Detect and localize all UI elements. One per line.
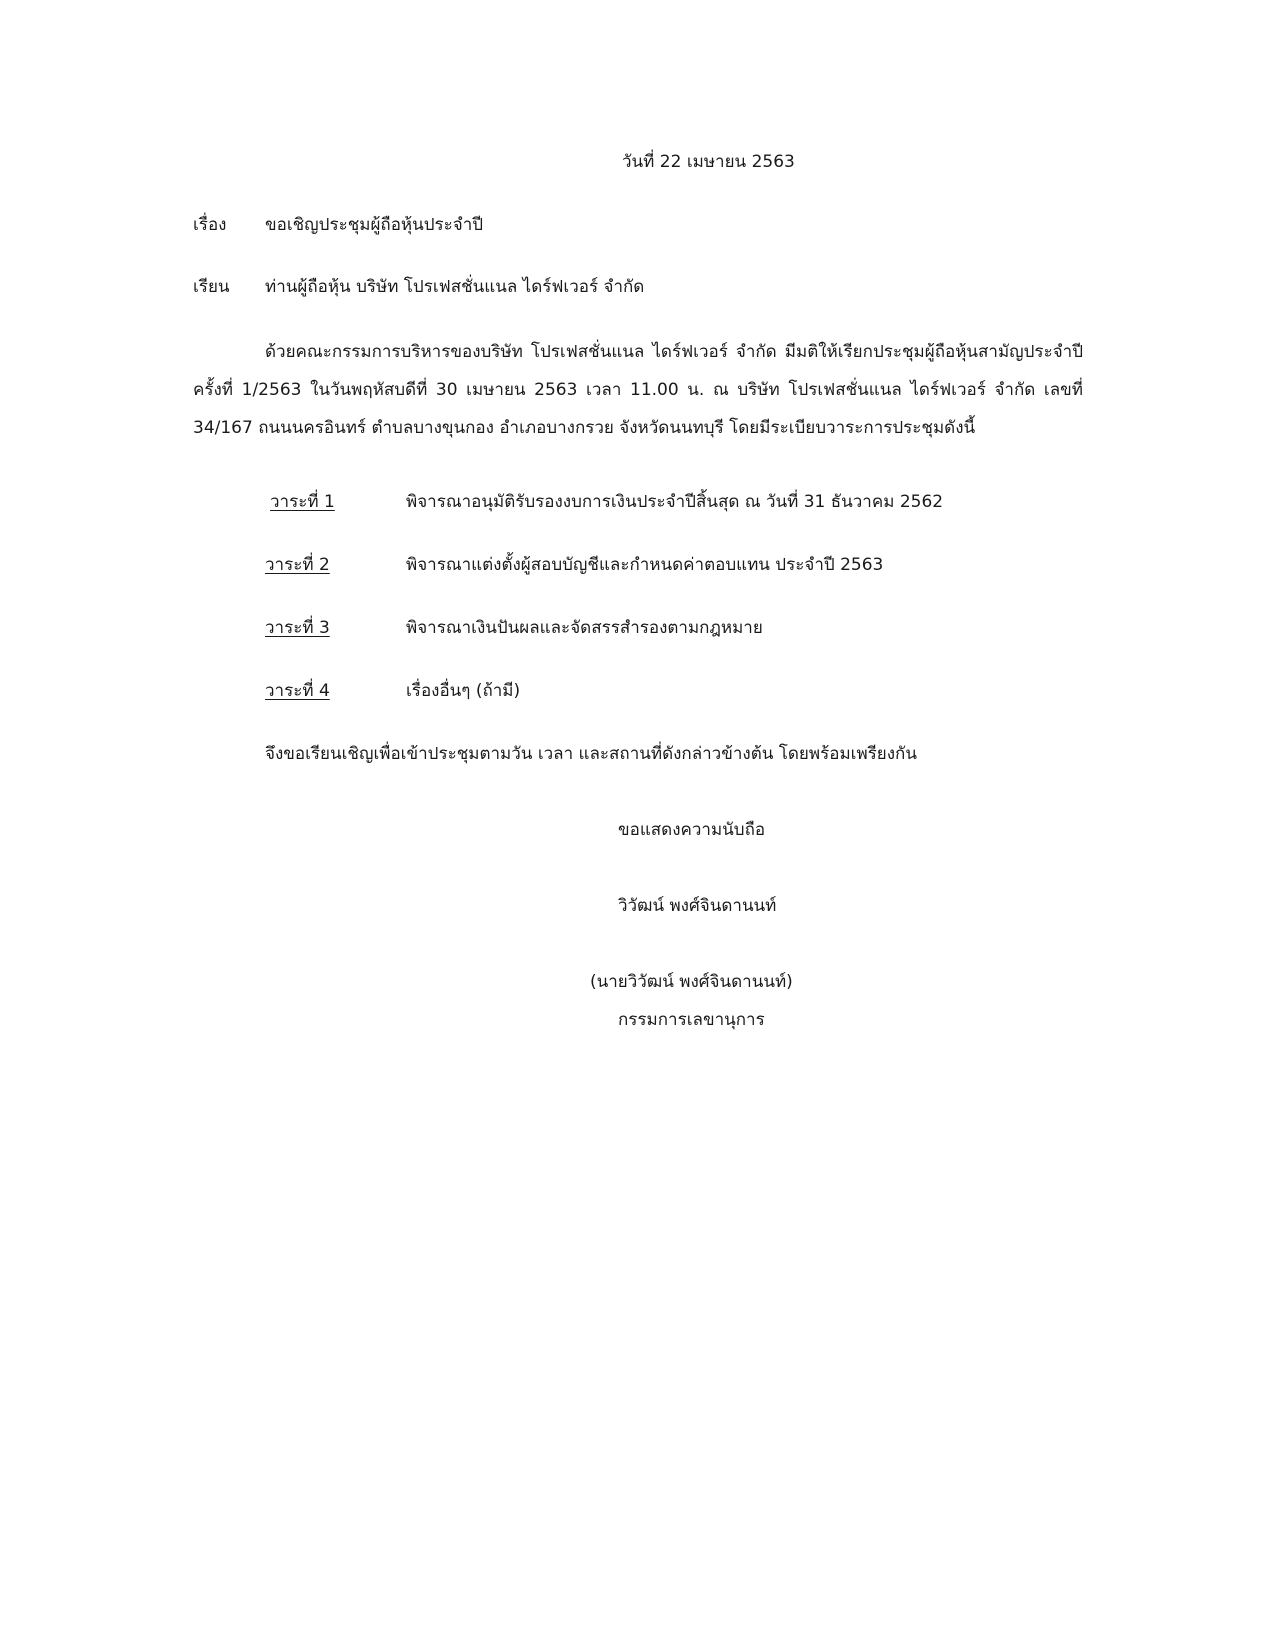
body-paragraph: ด้วยคณะกรรมการบริหารของบริษัท โปรเฟสชั่นแนล ไดร์ฟเวอร์ จำกัด มีมติให้เรียกประชุมผู้ถือหุ้นสามัญประจำปี ครั้งที่ 1/2563 ในวันพฤหัสบดีที่ 30 เมษายน 2563 เวลา 11.00 น. ณ บริษัท โปรเฟสชั่นแนล ไดร์ฟเวอร์ จำกัด เลขที่ 34/167 ถนนนครอินทร์ ตำบลบางขุนกอง อำเภอบางกรวย จังหวัดนนทบุรี โดยมีระเบียบวาระการประชุมดังนี้ <box>193 342 1083 438</box>
agenda-item-1-text: พิจารณาอนุมัติรับรองงบการเงินประจำปีสิ้นสุด ณ วันที่ 31 ธันวาคม 2562 <box>406 492 944 512</box>
recipient-text: ท่านผู้ถือหุ้น บริษัท โปรเฟสชั่นแนล ไดร์ฟเวอร์ จำกัด <box>265 277 645 297</box>
agenda-item-1-label: วาระที่ 1 <box>270 492 335 512</box>
agenda-item-2-text: พิจารณาแต่งตั้งผู้สอบบัญชีและกำหนดค่าตอบแทน ประจำปี 2563 <box>406 555 884 575</box>
printed-name: (นายวิวัฒน์ พงศ์จินดานนท์) <box>590 972 793 992</box>
letter-date: วันที่ 22 เมษายน 2563 <box>622 152 795 172</box>
agenda-item-4-text: เรื่องอื่นๆ (ถ้ามี) <box>406 681 521 701</box>
agenda-item-2-label: วาระที่ 2 <box>265 555 330 575</box>
signature-name: วิวัฒน์ พงศ์จินดานนท์ <box>618 896 777 916</box>
regards-line: ขอแสดงความนับถือ <box>618 820 766 840</box>
subject-label: เรื่อง <box>193 215 227 235</box>
agenda-item-3-label: วาระที่ 3 <box>265 618 330 638</box>
signer-position: กรรมการเลขานุการ <box>618 1010 765 1030</box>
agenda-item-4-label: วาระที่ 4 <box>265 681 330 701</box>
subject-text: ขอเชิญประชุมผู้ถือหุ้นประจำปี <box>265 215 484 235</box>
agenda-item-3-text: พิจารณาเงินปันผลและจัดสรรสำรองตามกฎหมาย <box>406 618 763 638</box>
recipient-label: เรียน <box>193 277 230 297</box>
closing-sentence: จึงขอเรียนเชิญเพื่อเข้าประชุมตามวัน เวลา และสถานที่ดังกล่าวข้างต้น โดยพร้อมเพรียงกัน <box>265 744 917 764</box>
